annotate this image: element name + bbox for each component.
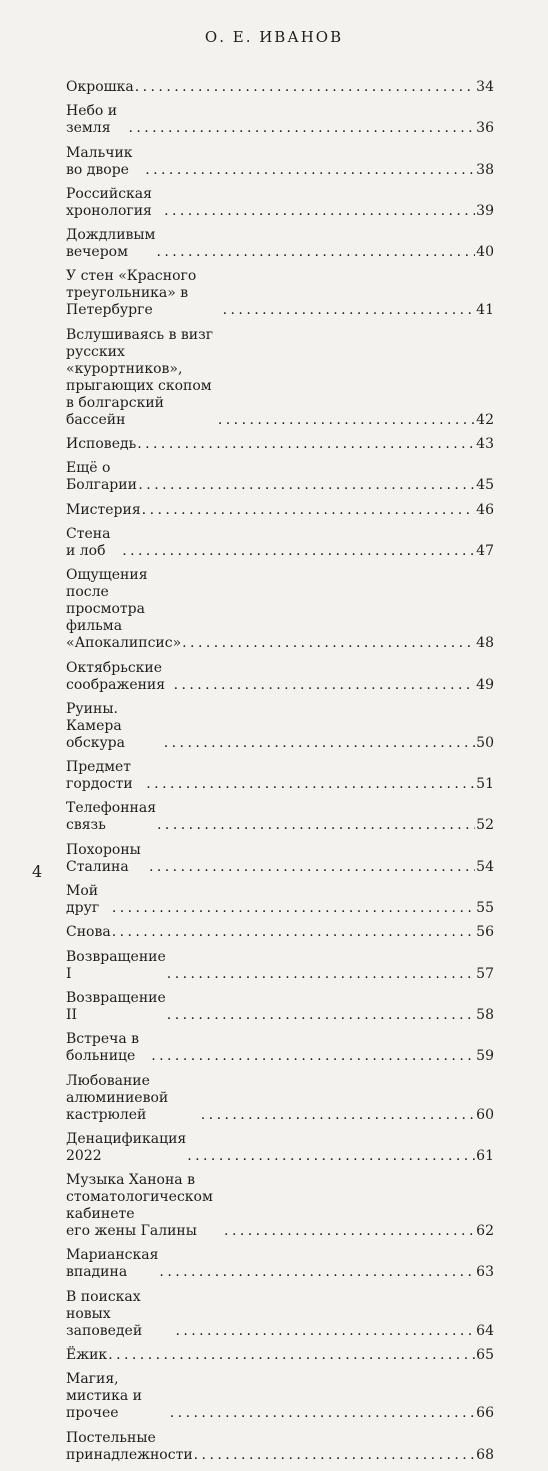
toc-entry-title: Руины. Камера обскура xyxy=(66,700,125,751)
toc-entry-page: 41 xyxy=(476,302,494,319)
dot-leader xyxy=(164,203,475,220)
toc-entry-title: Мистерия xyxy=(66,501,141,518)
toc-entry-title: Марианская впадина xyxy=(66,1247,159,1281)
dot-leader xyxy=(175,1323,475,1340)
toc-entry-page: 55 xyxy=(476,900,494,917)
toc-entry-page: 47 xyxy=(476,542,494,559)
toc-entry-title: Ещё о Болгарии xyxy=(66,460,137,494)
toc-entry-title: Возвращение I xyxy=(66,948,166,982)
dot-leader xyxy=(218,412,475,429)
toc-entry xyxy=(66,268,494,319)
toc-entry xyxy=(66,701,494,752)
toc-entry-page: 59 xyxy=(476,1048,494,1065)
toc-entry xyxy=(66,526,494,560)
toc-entry-page: 60 xyxy=(476,1106,494,1123)
running-head: О. Е. ИВАНОВ xyxy=(204,28,344,46)
toc-entry xyxy=(66,79,494,96)
toc-entry-page: 45 xyxy=(476,477,494,494)
toc-entry xyxy=(66,660,494,694)
toc-entry-title: Окрошка xyxy=(66,79,134,95)
toc-entry-page: 58 xyxy=(476,1006,494,1023)
dot-leader xyxy=(112,924,475,941)
toc-entry xyxy=(66,103,494,137)
dot-leader xyxy=(174,677,476,694)
dot-leader xyxy=(224,1223,475,1240)
toc-entry-page: 49 xyxy=(476,676,494,693)
dot-leader xyxy=(182,635,475,652)
toc-entry xyxy=(66,949,494,983)
toc-entry-title: Магия, мистика и прочее xyxy=(66,1371,143,1422)
toc-entry-title: Предмет гордости xyxy=(66,759,133,793)
toc-entry-title: Ощущения после просмотра фильма «Апокалипсис» xyxy=(66,567,182,652)
toc-entry-page: 48 xyxy=(476,635,494,652)
toc-entry-title: У стен «Красного треугольника» в Петербурге xyxy=(66,268,197,319)
toc-entry-page: 36 xyxy=(476,120,494,137)
toc-entry-title: Музыка Ханона в стоматологическом кабинете его жены Галины xyxy=(66,1172,213,1240)
dot-leader xyxy=(138,477,475,494)
dot-leader xyxy=(137,436,475,453)
toc-entry-title: Любование алюминиевой кастрюлей xyxy=(66,1072,169,1123)
toc-entry-page: 64 xyxy=(476,1322,494,1339)
toc-entry-page: 46 xyxy=(476,501,494,518)
toc-entry-title: Денацификация 2022 xyxy=(66,1130,187,1164)
dot-leader xyxy=(170,1405,475,1422)
toc-entry-title: Дождливым вечером xyxy=(66,227,156,261)
toc-entry xyxy=(66,1289,494,1340)
toc-entry xyxy=(66,145,494,179)
toc-entry-page: 57 xyxy=(476,965,494,982)
toc-entry xyxy=(66,1430,494,1464)
toc-entry-page: 65 xyxy=(476,1347,494,1364)
dot-leader xyxy=(142,502,476,519)
toc-entry-title: Возвращение II xyxy=(66,989,166,1023)
dot-leader xyxy=(149,859,475,876)
toc-entry xyxy=(66,842,494,876)
toc-entry xyxy=(66,1247,494,1281)
toc-entry-page: 62 xyxy=(476,1223,494,1240)
toc-entry-page: 52 xyxy=(476,817,494,834)
dot-leader xyxy=(108,1347,475,1364)
table-of-contents xyxy=(66,79,494,1471)
toc-entry xyxy=(66,1371,494,1422)
toc-entry-page: 54 xyxy=(476,858,494,875)
toc-entry-page: 38 xyxy=(476,161,494,178)
toc-entry xyxy=(66,460,494,494)
page-number: 4 xyxy=(32,862,43,881)
toc-entry-page: 43 xyxy=(476,436,494,453)
toc-entry-title: Постельные принадлежности xyxy=(66,1429,193,1463)
toc-entry xyxy=(66,759,494,793)
dot-leader xyxy=(201,1107,475,1124)
dot-leader xyxy=(167,966,475,983)
toc-entry-page: 66 xyxy=(476,1405,494,1422)
toc-entry-title: Ёжик xyxy=(66,1347,108,1364)
toc-entry-page: 68 xyxy=(476,1446,494,1463)
toc-entry-title: Похороны Сталина xyxy=(66,841,141,875)
toc-entry-page: 63 xyxy=(476,1264,494,1281)
dot-leader xyxy=(146,776,475,793)
dot-leader xyxy=(128,120,475,137)
toc-entry-page: 34 xyxy=(476,79,494,95)
dot-leader xyxy=(145,162,475,179)
dot-leader xyxy=(122,543,475,560)
dot-leader xyxy=(194,1447,476,1464)
toc-entry-page: 39 xyxy=(476,202,494,219)
toc-entry-page: 42 xyxy=(476,411,494,428)
dot-leader xyxy=(156,244,475,261)
toc-entry-title: Небо и земля xyxy=(66,103,118,137)
toc-entry-title: Вслушиваясь в визг русских «курортников», прыгающих скопом в болгарский бассейн xyxy=(66,326,214,428)
toc-entry xyxy=(66,327,494,429)
toc-entry-page: 56 xyxy=(476,924,494,941)
toc-entry xyxy=(66,502,494,519)
toc-entry-title: Мальчик во дворе xyxy=(66,144,133,178)
dot-leader xyxy=(157,817,475,834)
dot-leader xyxy=(151,1048,475,1065)
dot-leader xyxy=(112,900,475,917)
toc-entry xyxy=(66,436,494,453)
dot-leader xyxy=(187,1148,475,1165)
toc-entry-page: 61 xyxy=(476,1147,494,1164)
toc-entry xyxy=(66,924,494,941)
toc-entry-page: 50 xyxy=(476,734,494,751)
dot-leader xyxy=(223,302,476,319)
toc-entry-title: Октябрьские соображения xyxy=(66,659,166,693)
toc-entry-title: Исповедь xyxy=(66,436,137,453)
toc-entry xyxy=(66,1131,494,1165)
dot-leader xyxy=(164,735,475,752)
toc-entry xyxy=(66,1031,494,1065)
toc-entry-title: В поисках новых заповедей xyxy=(66,1288,143,1339)
dot-leader xyxy=(167,1007,475,1024)
toc-entry-title: Стена и лоб xyxy=(66,525,111,559)
toc-entry-title: Мой друг xyxy=(66,883,100,917)
toc-entry-title: Встреча в больнице xyxy=(66,1031,140,1065)
toc-entry xyxy=(66,186,494,220)
dot-leader xyxy=(159,1264,475,1281)
toc-entry xyxy=(66,1073,494,1124)
toc-entry xyxy=(66,1172,494,1240)
toc-entry xyxy=(66,990,494,1024)
toc-entry xyxy=(66,800,494,834)
dot-leader xyxy=(135,79,475,96)
toc-entry xyxy=(66,567,494,652)
toc-entry-page: 51 xyxy=(476,776,494,793)
toc-entry xyxy=(66,1347,494,1364)
toc-entry-page: 40 xyxy=(476,244,494,261)
toc-entry xyxy=(66,227,494,261)
toc-entry xyxy=(66,883,494,917)
toc-entry-title: Телефонная связь xyxy=(66,800,157,834)
toc-entry-title: Снова xyxy=(66,924,111,941)
toc-entry-title: Российская хронология xyxy=(66,185,152,219)
